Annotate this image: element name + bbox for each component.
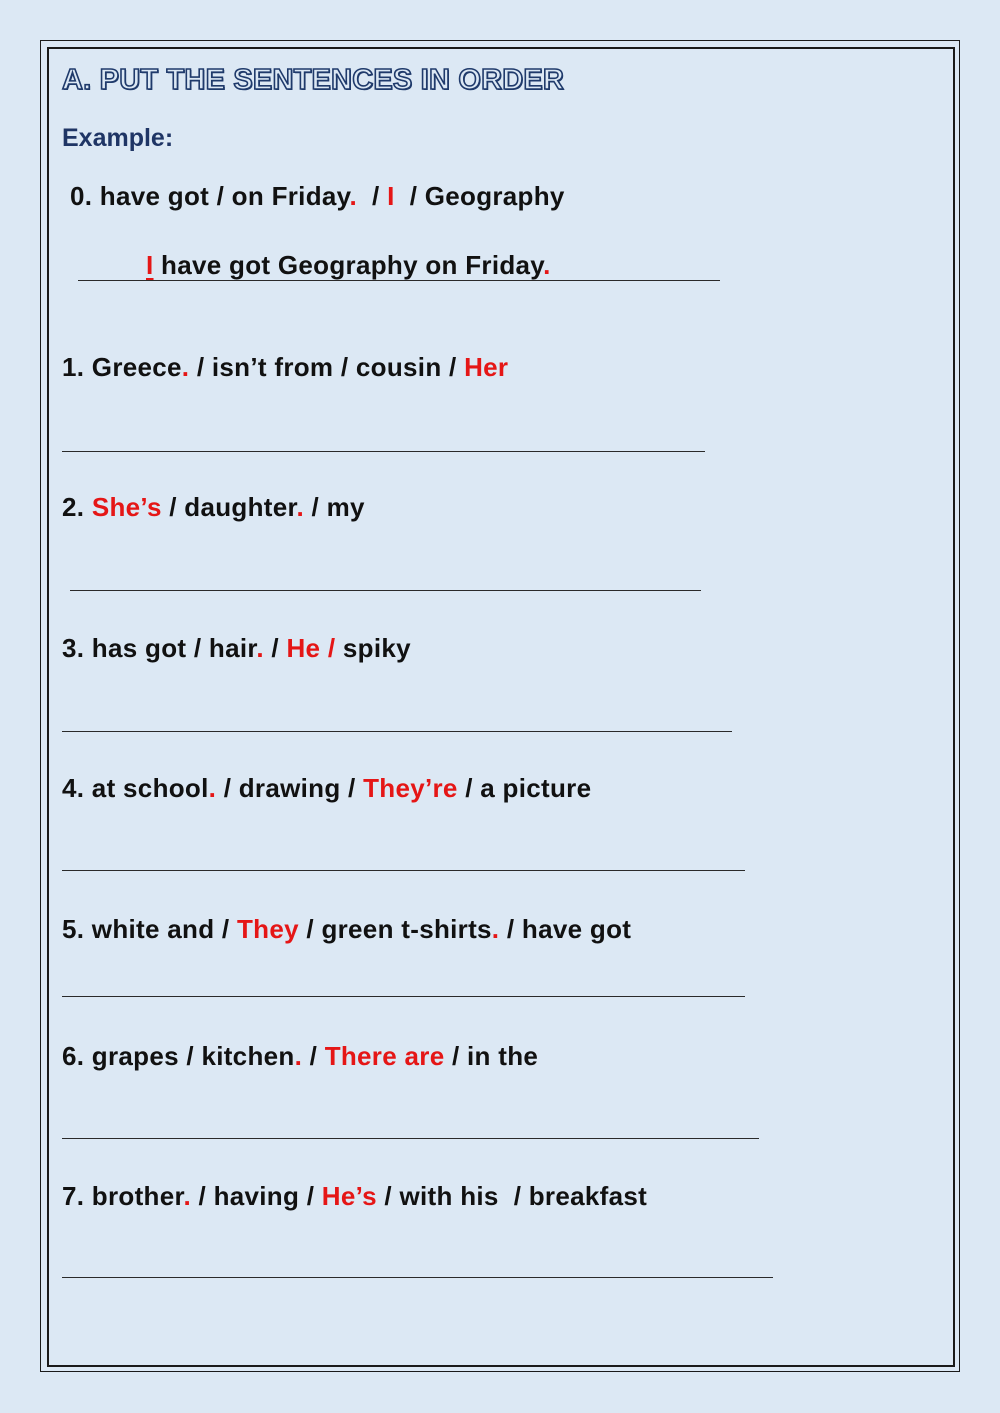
exercise-item-1 — [62, 352, 508, 383]
item-segment: She’s — [91, 492, 162, 522]
answer-line-2[interactable] — [70, 590, 701, 591]
item-segment: / green t-shirts — [298, 914, 492, 944]
answer-line-7[interactable] — [62, 1277, 773, 1278]
exercise-item-7 — [62, 1181, 647, 1212]
item-segment: / have got — [499, 914, 632, 944]
example-prompt-segment: 0. have got / on Friday — [70, 181, 350, 211]
item-segment: 7. brother — [62, 1181, 184, 1211]
item-segment: 5. white and / — [62, 914, 237, 944]
item-segment: / my — [304, 492, 365, 522]
item-segment: 6. grapes / kitchen — [62, 1041, 295, 1071]
item-segment: 2. — [62, 492, 92, 522]
item-segment: They — [236, 914, 299, 944]
item-segment: / daughter — [161, 492, 297, 522]
example-prompt-segment: / Geography — [394, 181, 565, 211]
item-segment: . — [183, 1181, 192, 1211]
item-segment: / isn’t from / cousin / — [189, 352, 465, 382]
item-segment: Her — [464, 352, 509, 382]
worksheet-title: A. PUT THE SENTENCES IN ORDER — [62, 64, 565, 96]
answer-line-6[interactable] — [62, 1138, 759, 1139]
item-segment: . — [256, 633, 264, 663]
example-prompt-segment: / — [357, 181, 388, 211]
item-segment: 4. at school — [62, 773, 209, 803]
exercise-item-2 — [62, 492, 365, 523]
answer-line-3[interactable] — [62, 731, 732, 732]
item-segment: / with his / breakfast — [376, 1181, 648, 1211]
item-segment: . — [294, 1041, 303, 1071]
exercise-item-5 — [62, 914, 631, 945]
item-segment: 1. Greece — [62, 352, 182, 382]
exercise-item-3 — [62, 633, 411, 664]
example-answer-line — [78, 250, 720, 281]
answer-line-4[interactable] — [62, 870, 745, 871]
example-answer-segment: I — [146, 250, 154, 280]
example-label: Example: — [62, 124, 174, 152]
item-segment: / in the — [444, 1041, 539, 1071]
item-segment: / having / — [191, 1181, 322, 1211]
example-answer-segment: have got Geography on Friday — [153, 250, 544, 280]
item-segment: . — [208, 773, 217, 803]
item-segment: He’s — [321, 1181, 377, 1211]
example-answer — [146, 250, 551, 281]
item-segment: / — [302, 1041, 325, 1071]
item-segment: . — [296, 492, 305, 522]
exercise-item-6 — [62, 1041, 538, 1072]
item-segment: They’re — [363, 773, 458, 803]
item-segment: 3. has got / hair — [62, 633, 257, 663]
item-segment: . — [181, 352, 190, 382]
item-segment: He / — [286, 633, 336, 663]
item-segment: . — [491, 914, 500, 944]
example-answer-segment: . — [543, 250, 551, 280]
answer-line-5[interactable] — [62, 996, 745, 997]
page-border-inner — [47, 47, 955, 1367]
example-prompt — [70, 181, 565, 212]
item-segment: spiky — [335, 633, 411, 663]
item-segment: / drawing / — [216, 773, 364, 803]
item-segment: / — [263, 633, 287, 663]
item-segment: There are — [324, 1041, 445, 1071]
item-segment: / a picture — [457, 773, 592, 803]
example-prompt-segment: . — [349, 181, 357, 211]
example-prompt-segment: I — [387, 181, 395, 211]
exercise-item-4 — [62, 773, 591, 804]
answer-line-1[interactable] — [62, 451, 705, 452]
